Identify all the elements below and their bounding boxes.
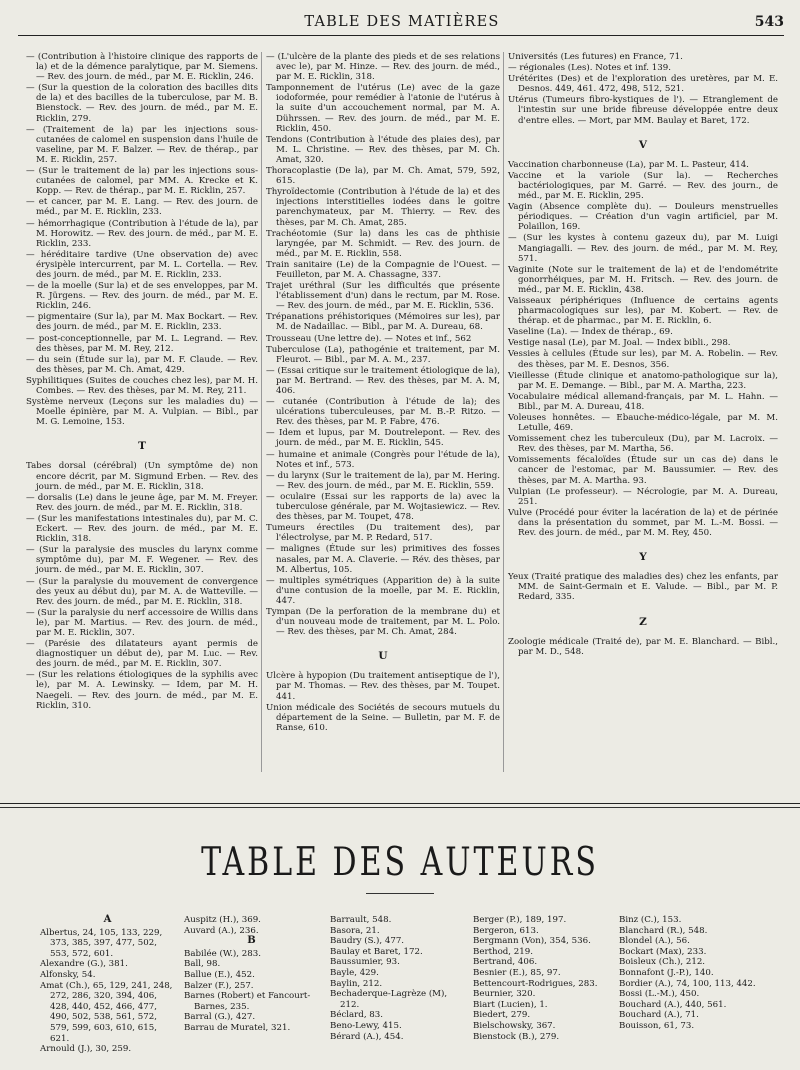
index-entry: Vaisseaux périphériques (Influence de certains agents pharmacologiques sur les), par M. Kobert. — Rev. de thérap. et de pharmac., par M. E. Ricklin, 6. — [508, 295, 778, 327]
section-letter: Y — [639, 551, 647, 564]
index-entry: Amat (Ch.), 65, 129, 241, 248, 272, 286, 320, 394, 406, 428, 440, 452, 466, 477, 490, 502, 538, 561, 572, 579, 599, 603, 610, 615, 621. — [40, 980, 173, 1044]
index-entry: — régionales (Les). Notes et inf. 139. — [508, 63, 671, 74]
section-rule — [0, 803, 800, 804]
index-entry: Bouchard (A.), 71. — [619, 1010, 699, 1021]
index-entry: Blondel (A.), 56. — [619, 936, 690, 947]
index-entry: Boisleux (Ch.), 212. — [619, 957, 706, 968]
index-entry: Vulpian (Le professeur). — Nécrologie, par M. A. Dureau, 251. — [508, 486, 778, 507]
index-entry: — malignes (Étude sur les) primitives des fosses nasales, par M. A. Claverie. — Rév. des thèses, par M. Albertus, 105. — [266, 544, 500, 575]
index-entry: Berger (P.), 189, 197. — [473, 915, 567, 925]
index-entry: Auspitz (H.), 369. — [184, 915, 261, 925]
index-entry: Basora, 21. — [330, 925, 380, 936]
index-entry: Urétérites (Des) et de l'exploration des uretères, par M. E. Desnos. 449, 461. 472, 498, 512, 521. — [508, 74, 778, 95]
index-entry: Voleuses honnêtes. — Ebauche-médico-légale, par M. M. Letulle, 469. — [508, 413, 778, 434]
index-entry: — (Sur les relations étiologiques de la syphilis avec le), par M. A. Lewinsky. — Idem, par M. H. Naegeli. — Rev. des journ. de méd., par M. E. Ricklin, 310. — [26, 670, 258, 711]
index-entry: Baulay et Baret, 172. — [330, 946, 423, 957]
index-entry: Trachéotomie (Sur la) dans les cas de phthisie laryngée, par M. Schmidt. — Rev. des journ. de méd., par M. E. Ricklin, 558. — [266, 228, 500, 259]
index-entry: Bielschowsky, 367. — [473, 1020, 556, 1031]
section-letter: Z — [639, 615, 647, 628]
index-entry: Berthod, 219. — [473, 946, 533, 957]
auteurs-column-4 — [473, 915, 613, 1042]
index-column-2 — [266, 52, 500, 734]
index-entry: Beno-Lewy, 415. — [330, 1020, 402, 1031]
index-entry: Vaccine et la variole (Sur la). — Recherches bactériologiques, par M. Garré. — Rev. des journ., de méd., par M. E. Ricklin, 295. — [508, 170, 778, 202]
index-entry: Trousseau (Une lettre de). — Notes et inf., 562 — [266, 333, 472, 344]
index-entry: Vagin (Absence complète du). — Douleurs menstruelles périodiques. — Création d'un vagin artificiel, par M. Polaillon, 169. — [508, 202, 778, 233]
index-entry: Bienstock (B.), 279. — [473, 1031, 560, 1042]
index-entry: — humaine et animale (Congrès pour l'étude de la), Notes et inf., 573. — [266, 449, 500, 470]
section-letter: B — [247, 935, 256, 947]
index-entry: Bechaderque-Lagrèze (M), 212. — [330, 989, 448, 1010]
index-entry: Tuberculose (La), pathogénie et traitement, par M. Fleurot. — Bibl., par M. A. M., 237. — [266, 344, 500, 365]
index-entry: Bérard (A.), 454. — [330, 1031, 404, 1042]
index-entry: — du larynx (Sur le traitement de la), par M. Hering. — Rev. des journ. de méd., par M. E. Ricklin, 559. — [266, 470, 500, 491]
running-title: TABLE DES MATIÈRES — [304, 14, 500, 30]
section-letter: A — [103, 914, 112, 925]
index-entry: Union médicale des Sociétés de secours mutuels du département de la Seine. — Bulletin, par M. F. de Ranse, 610. — [266, 702, 500, 733]
index-column-3 — [508, 52, 778, 658]
index-entry: Ballue (E.), 452. — [184, 969, 255, 980]
index-entry: Vaginite (Note sur le traitement de la) et de l'endométrite gonorrhéiques, par M. H. Fritsch. — Rev. des journ. de méd., par M. E. Ricklin, 438. — [508, 264, 778, 295]
index-entry: Bergeron, 613. — [473, 925, 539, 936]
index-entry: — (Contribution à l'histoire clinique des rapports de la) et de la démence paralytique, par M. Siemens. — Rev. des journ. de méd., par M. E. Ricklin, 246. — [26, 52, 258, 83]
index-entry: Tympan (De la perforation de la membrane du) et d'un nouveau mode de traitement, par M. L. Polo. — Rev. des thèses, par M. Ch. Amat, 284. — [266, 606, 500, 638]
section-letter: U — [378, 650, 388, 663]
index-entry: Binz (C.), 153. — [619, 915, 682, 925]
index-entry: — cutanée (Contribution à l'étude de la); des ulcérations tuberculeuses, par M. B.-P. Ritzo. — Rev. des thèses, par M. P. Fabre, 476. — [266, 397, 500, 428]
index-entry: Vocabulaire médical allemand-français, par M. L. Hahn. — Bibl., par M. A. Dureau, 418. — [508, 391, 778, 412]
column-divider — [503, 52, 504, 772]
index-entry: Vieillesse (Étude clinique et anatomo-pathologique sur la), par M. E. Demange. — Bibl., par M. A. Martha, 223. — [508, 370, 778, 391]
index-entry: — (Sur la paralysie du nerf accessoire de Willis dans le), par M. Martius. — Rev. des journ. de méd., par M. E. Ricklin, 307. — [26, 607, 258, 638]
auteurs-column-1 — [40, 915, 175, 1055]
index-entry: Baudry (S.), 477. — [330, 936, 405, 947]
index-entry: Bayle, 429. — [330, 967, 379, 978]
index-entry: Barrault, 548. — [330, 915, 392, 925]
index-column-1 — [26, 52, 258, 712]
index-entry: Tumeurs érectiles (Du traitement des), par l'électrolyse, par M. P. Redard, 517. — [266, 523, 500, 544]
index-entry: Vomissement chez les tuberculeux (Du), par M. Lacroix. — Rev. des thèses, par M. Martha, 56. — [508, 434, 778, 455]
index-entry: — pigmentaire (Sur la), par M. Max Bockart. — Rev. des journ. de méd., par M. E. Ricklin, 233. — [26, 312, 258, 333]
index-entry: Tamponnement de l'utérus (Le) avec de la gaze iodoformée, pour remédier à l'atonie de l'utérus à la suite d'un accouchement normal, par M. A. Dührssen. — Rev. des journ. de méd., par M. E. Ricklin, 450. — [266, 83, 500, 134]
index-entry: Zoologie médicale (Traité de), par M. E. Blanchard. — Bibl., par M. D., 548. — [508, 636, 778, 657]
index-entry: Bouisson, 61, 73. — [619, 1020, 695, 1031]
index-entry: Baussumier, 93. — [330, 957, 400, 968]
index-entry: Bouchard (A.), 440, 561. — [619, 999, 727, 1010]
section-letter: T — [138, 440, 146, 453]
index-entry: Arnould (J.), 30, 259. — [40, 1044, 132, 1055]
index-entry: Tendons (Contribution à l'étude des plaies des), par M. L. Christine. — Rev. des thèses, par M. Ch. Amat, 320. — [266, 134, 500, 165]
index-entry: — multiples symétriques (Apparition de) à la suite d'une contusion de la moelle, par M. E. Ricklin, 447. — [266, 575, 500, 606]
index-entry: Universités (Les futures) en France, 71. — [508, 52, 683, 62]
index-entry: Balzer (F.), 257. — [184, 980, 254, 991]
index-entry: Système nerveux (Leçons sur les maladies du) — Moelle épinière, par M. A. Vulpian. — Bibl., par M. G. Lemoine, 153. — [26, 397, 258, 428]
index-entry: Ball, 98. — [184, 959, 221, 970]
index-entry: Alfonsky, 54. — [40, 969, 96, 980]
section-rule — [0, 807, 800, 808]
index-entry: — dorsalis (Le) dans le jeune âge, par M. M. Freyer. Rev. des journ. de méd., par M. E. Ricklin, 318. — [26, 492, 258, 513]
index-entry: Vulve (Procédé pour éviter la lacération de la) et de périnée dans la présentation du sommet, par M. L.-M. Bossi. — Rev. des journ. de méd., par M. M. Rey, 450. — [508, 507, 778, 539]
section-letter: V — [638, 138, 648, 151]
index-entry: Bertrand, 406. — [473, 957, 538, 968]
index-entry: Barnes (Robert) et Fancourt-Barnes, 235. — [184, 991, 311, 1012]
index-entry: Auvard (A.), 236. — [184, 925, 259, 936]
index-entry: Bordier (A.), 74, 100, 113, 442. — [619, 978, 756, 989]
index-entry: Thyroïdectomie (Contribution à l'étude de la) et des injections interstitielles iodées dans le goitre parenchymateux, par M. Thierry. — Rev. des thèses, par M. Ch. Amat, 285. — [266, 187, 500, 228]
index-entry: — (Sur la paralysie des muscles du larynx comme symptôme du), par M. F. Wegener. — Rev. des journ. de méd., par M. E. Ricklin, 307. — [26, 545, 258, 576]
index-entry: — héréditaire tardive (Une observation de) avec érysipèle intercurrent, par M. L. Cortella. — Rev. des journ. de méd., par M. E. Ricklin, 233. — [26, 249, 258, 280]
index-entry: — (Sur la paralysie du mouvement de convergence des yeux au début du), par M. A. de Watteville. — Rev. des journ. de méd., par M. E. Ricklin, 318. — [26, 576, 258, 607]
index-entry: — Idem et lupus, par M. Doutrelepont. — Rev. des journ. de méd., par M. E. Ricklin, 545. — [266, 428, 500, 449]
index-entry: Thoracoplastie (De la), par M. Ch. Amat, 579, 592, 615. — [266, 166, 500, 187]
title-underline — [366, 893, 434, 894]
index-entry: — oculaire (Essai sur les rapports de la) avec la tuberculose générale, par M. Wojtasiewicz. — Rev. des thèses, par M. Toupet, 478. — [266, 491, 500, 523]
index-entry: Utérus (Tumeurs fibro-kystiques de l'). — Etranglement de l'intestin sur une bride fibreuse développée entre deux d'entre elles. — Mort, par MM. Baulay et Baret, 172. — [508, 95, 778, 126]
index-entry: Barral (G.), 427. — [184, 1012, 256, 1023]
index-entry: Bettencourt-Rodrigues, 283. — [473, 978, 598, 989]
index-entry: Train sanitaire (Le) de la Compagnie de l'Ouest. — Feuilleton, par M. A. Chassagne, 337. — [266, 259, 500, 280]
index-entry: — hémorrhagique (Contribution à l'étude de la), par M. Horowitz. — Rev. des journ. de méd., par M. E. Ricklin, 233. — [26, 218, 258, 249]
index-entry: Barrau de Muratel, 321. — [184, 1022, 291, 1033]
index-entry: Biedert, 279. — [473, 1010, 531, 1021]
index-entry: Bergmann (Von), 354, 536. — [473, 936, 591, 947]
index-entry: Syphilitiques (Suites de couches chez les), par M. H. Combes. — Rev. des thèses, par M. M. Rey, 211. — [26, 375, 258, 396]
auteurs-column-3 — [330, 915, 465, 1042]
index-entry: Trajet uréthral (Sur les difficultés que présente l'établissement d'un) dans le rectum, par M. Rose. — Rev. des journ. de méd., par M. E. Ricklin, 536. — [266, 281, 500, 312]
index-entry: Bockart (Max), 233. — [619, 946, 707, 957]
header-rule — [18, 35, 784, 36]
index-entry: — du sein (Étude sur la), par M. F. Claude. — Rev. des thèses, par M. Ch. Amat, 429. — [26, 354, 258, 375]
index-entry: Blanchard (R.), 548. — [619, 925, 708, 936]
page-header — [20, 14, 784, 32]
index-entry: — (Sur les kystes à contenu gazeux du), par M. Luigi Mangiagalli. — Rev. des journ. de méd., par M. M. Rey, 571. — [508, 233, 778, 264]
index-entry: Trépanations préhistoriques (Mémoires sur les), par M. de Nadaillac. — Bibl., par M. A. Dureau, 68. — [266, 312, 500, 333]
index-entry: — (Essai critique sur le traitement étiologique de la), par M. Bertrand. — Rev. des thèses, par M. A. M, 406. — [266, 365, 500, 396]
index-entry: Yeux (Traité pratique des maladies des) chez les enfants, par MM. de Saint-Germain et E. Valude. — Bibl., par M. P. Redard, 335. — [508, 572, 778, 603]
index-entry: Albertus, 24, 105, 133, 229, 373, 385, 397, 477, 502, 553, 572, 601. — [40, 927, 163, 959]
index-entry: Tabes dorsal (cérébral) (Un symptôme de) non encore décrit, par M. Sigmund Erben. — Rev. des journ. de méd., par M. E. Ricklin, 318. — [26, 461, 258, 492]
index-entry: Beurnier, 320. — [473, 989, 536, 1000]
auteurs-column-5 — [619, 915, 759, 1032]
index-entry: Baylin, 212. — [330, 978, 383, 989]
auteurs-title: TABLE DES AUTEURS — [201, 840, 599, 886]
index-entry: — (Sur le traitement de la) par les injections sous-cutanées de calomel, par MM. A. Krecke et K. Kopp. — Rev. de thérap., par M. E. Ricklin, 257. — [26, 166, 258, 197]
index-entry: Biart (Lucien), 1. — [473, 999, 548, 1010]
page-number: 543 — [754, 14, 784, 30]
index-entry: — (L'ulcère de la plante des pieds et de ses relations avec le), par M. Hinze. — Rev. des journ. de méd., par M. E. Ricklin, 318. — [266, 52, 500, 83]
index-entry: Vomissements fécaloïdes (Étude sur un cas de) dans le cancer de l'estomac, par M. Baussumier. — Rev. des thèses, par M. A. Martha. 93. — [508, 455, 778, 486]
index-entry: Vaseline (La). — Index de thérap., 69. — [508, 327, 673, 338]
index-entry: Ulcère à hypopion (Du traitement antiseptique de l'), par M. Thomas. — Rev. des thèses, par M. Toupet. 441. — [266, 671, 500, 702]
index-entry: — de la moelle (Sur la) et de ses enveloppes, par M. R. Jürgens. — Rev. des journ. de méd., par M. E. Ricklin, 246. — [26, 281, 258, 312]
index-entry: — (Sur la question de la coloration des bacilles dits de la) et des bacilles de la tuberculose, par M. B. Bienstock. — Rev. des journ. de méd., par M. E. Ricklin, 279. — [26, 83, 258, 124]
index-entry: — (Parésie des dilatateurs ayant permis de diagnostiquer un début de), par M. Luc. — Rev. des journ. de méd., par M. E. Ricklin, 307. — [26, 639, 258, 670]
index-entry: Vestige nasal (Le), par M. Joal. — Index bibli., 298. — [508, 338, 731, 349]
index-entry: Bossi (L.-M.), 450. — [619, 989, 700, 1000]
index-entry: Vessies à cellules (Étude sur les), par M. A. Robelin. — Rev. des thèses, par M. E. Desnos, 356. — [508, 349, 778, 370]
index-entry: Vaccination charbonneuse (La), par M. L. Pasteur, 414. — [508, 159, 749, 170]
auteurs-column-2 — [184, 915, 319, 1034]
index-entry: Béclard, 83. — [330, 1010, 384, 1021]
index-entry: Bonnafont (J.-P.), 140. — [619, 967, 714, 978]
index-entry: Besnier (E.), 85, 97. — [473, 967, 561, 978]
index-entry: Alexandre (G.), 381. — [40, 959, 128, 970]
index-entry: — (Sur les manifestations intestinales du), par M. C. Eckert. — Rev. des journ. de méd., par M. E. Ricklin, 318. — [26, 513, 258, 545]
index-entry: — (Traitement de la) par les injections sous-cutanées de calomel en suspension dans l'huile de vaseline, par M. F. Balzer. — Rev. de thérap., par M. E. Ricklin, 257. — [26, 124, 258, 165]
index-entry: — post-conceptionnelle, par M. L. Legrand. — Rev. des thèses, par M. M. Rey, 212. — [26, 333, 258, 354]
index-entry: Babilée (W.), 283. — [184, 948, 261, 959]
column-divider — [261, 52, 262, 772]
index-entry: — et cancer, par M. E. Lang. — Rev. des journ. de méd., par M. E. Ricklin, 233. — [26, 197, 258, 218]
